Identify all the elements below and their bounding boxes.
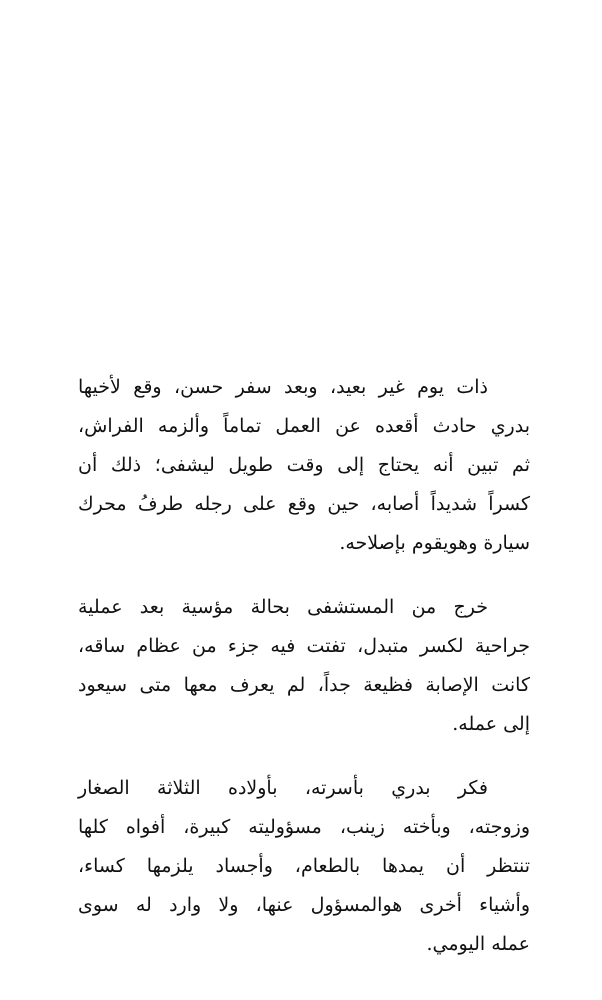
text-line: كسراً شديداً أصابه، حين وقع على رجله طرفُ محرك [78,493,530,515]
text-line: وأشياء أخرى هوالمسؤول عنها، ولا وارد له سوى [78,894,530,916]
body-text [78,368,530,989]
paragraph-2 [78,588,530,744]
paragraph-1 [78,368,530,563]
text-line: فكر بدري بأسرته، بأولاده الثلاثة الصغار [78,777,488,799]
text-line: جراحية لكسر متبدل، تفتت فيه جزء من عظام ساقه، [78,635,530,657]
text-line: وزوجته، وبأخته زينب، مسؤوليته كبيرة، أفواه كلها [78,816,530,838]
text-line: خرج من المستشفى بحالة مؤسية بعد عملية [78,596,488,618]
text-line: عمله اليومي. [426,933,530,955]
text-line: تنتظر أن يمدها بالطعام، وأجساد يلزمها كساء، [78,855,530,877]
paragraph-3 [78,769,530,964]
text-line: بدري حادث أقعده عن العمل تماماً وألزمه الفراش، [78,415,530,437]
text-line: كانت الإصابة فظيعة جداً، لم يعرف معها متى سيعود [78,674,530,696]
text-line: إلى عمله. [452,713,530,735]
text-line: سيارة وهويقوم بإصلاحه. [339,532,530,554]
text-line: ثم تبين أنه يحتاج إلى وقت طويل ليشفى؛ ذلك أن [78,454,530,476]
text-line: ذات يوم غير بعيد، وبعد سفر حسن، وقع لأخيها [78,376,488,398]
